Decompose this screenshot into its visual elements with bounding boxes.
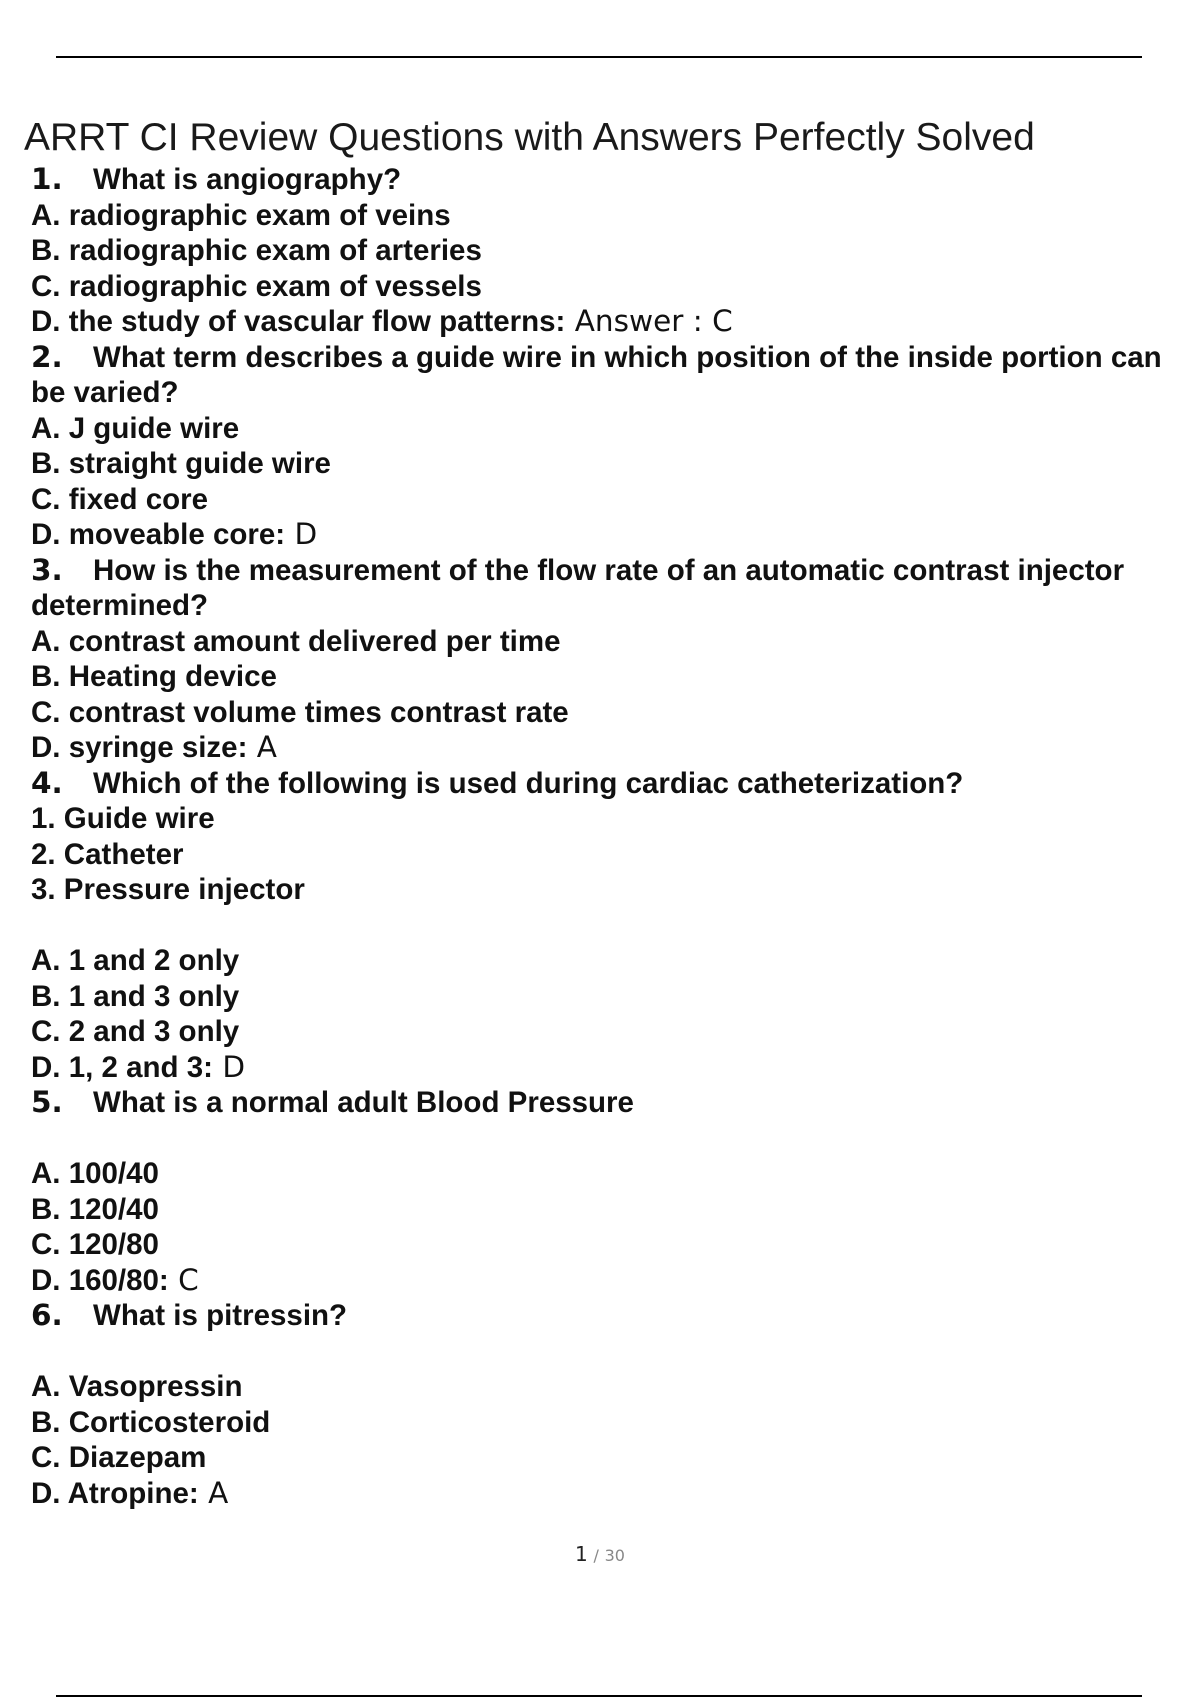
answer: A [198, 1475, 229, 1510]
question-number: 6. [31, 1298, 63, 1332]
question-1 [31, 162, 1191, 198]
question-number: 3. [31, 552, 63, 587]
spacer [31, 1121, 1191, 1157]
spacer [31, 1334, 1191, 1370]
option-d-text: D. 160/80: [31, 1263, 169, 1297]
page-indicator [0, 1542, 1200, 1566]
option-d-text: D. the study of vascular flow patterns: [31, 305, 566, 338]
page-title: ARRT CI Review Questions with Answers Perfectly Solved [24, 116, 1035, 159]
footer-rule [56, 1695, 1142, 1697]
header-rule [56, 56, 1142, 58]
option-a: A. radiographic exam of veins [31, 198, 451, 232]
question-number: 2. [31, 339, 63, 374]
option-d [31, 1050, 1191, 1086]
option-d-text: D. 1, 2 and 3: [31, 1050, 213, 1084]
question-number: 5. [31, 1085, 63, 1119]
option-b: B. 120/40 [31, 1192, 159, 1226]
question-4 [31, 766, 1191, 802]
question-text: How is the measurement of the flow rate of an automatic contrast injector determined? [31, 553, 1125, 622]
answer: A [247, 730, 277, 764]
question-number: 4. [31, 765, 63, 800]
option-d-text: D. syringe size: [31, 731, 248, 764]
option-a: A. 1 and 2 only [31, 944, 240, 977]
answer: C [168, 1262, 199, 1297]
spacer [31, 908, 1191, 944]
option-c: C. 120/80 [31, 1228, 159, 1261]
option-b: B. 1 and 3 only [31, 979, 240, 1013]
option-c: C. Diazepam [31, 1441, 207, 1474]
list-item: 3. Pressure injector [31, 873, 305, 906]
question-2 [31, 340, 1191, 411]
question-number: 1. [31, 162, 63, 196]
option-d [31, 304, 1191, 340]
question-text: Which of the following is used during cardiac catheterization? [93, 766, 964, 800]
list-item: 2. Catheter [31, 837, 184, 871]
option-d-text: D. Atropine: [31, 1476, 199, 1510]
option-d-text: D. moveable core: [31, 518, 286, 551]
option-a: A. 100/40 [31, 1157, 159, 1190]
question-text: What term describes a guide wire in which position of the inside portion can be varied? [31, 340, 1162, 409]
answer: D [212, 1049, 246, 1084]
question-5 [31, 1085, 1191, 1121]
question-list [31, 162, 1191, 1511]
page-separator: / [593, 1546, 599, 1565]
question-3 [31, 553, 1191, 624]
option-c: C. fixed core [31, 482, 209, 516]
question-text: What is a normal adult Blood Pressure [93, 1086, 634, 1119]
option-a: A. J guide wire [31, 411, 240, 445]
option-a: A. Vasopressin [31, 1370, 243, 1403]
option-b: B. Corticosteroid [31, 1405, 271, 1439]
option-b: B. radiographic exam of arteries [31, 234, 482, 267]
option-d [31, 1476, 1191, 1512]
option-c: C. 2 and 3 only [31, 1015, 240, 1048]
list-item: 1. Guide wire [31, 802, 215, 835]
option-a: A. contrast amount delivered per time [31, 624, 561, 658]
option-d [31, 730, 1191, 766]
option-c: C. radiographic exam of vessels [31, 269, 482, 303]
option-d [31, 517, 1191, 553]
option-b: B. Heating device [31, 660, 277, 693]
page-total: 30 [604, 1546, 625, 1565]
page-current: 1 [575, 1542, 588, 1566]
option-c: C. contrast volume times contrast rate [31, 695, 569, 729]
option-b: B. straight guide wire [31, 447, 331, 480]
answer: Answer : C [565, 304, 733, 338]
question-text: What is pitressin? [93, 1299, 348, 1332]
question-6 [31, 1298, 1191, 1334]
option-d [31, 1263, 1191, 1299]
answer: D [285, 517, 318, 551]
question-text: What is angiography? [93, 163, 402, 196]
